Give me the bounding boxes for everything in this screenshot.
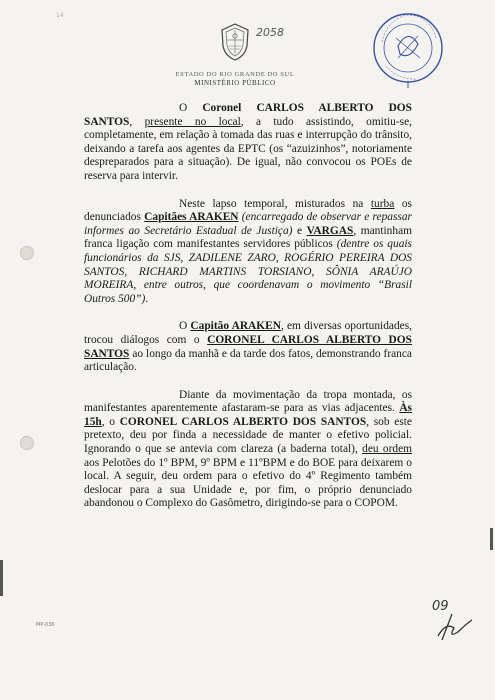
p3-captain: Capitão ARAKEN — [190, 320, 281, 333]
p2-captains: Capitães ARAKEN — [144, 211, 239, 224]
p4-text-2: , o — [101, 415, 120, 428]
binder-hole — [20, 436, 34, 450]
p3-text-3: ao longo da manhã e da tarde dos fatos, demonstrando franca articulação. — [84, 347, 412, 374]
handwritten-page-mark: 09 — [432, 599, 449, 614]
paragraph-4 — [84, 389, 412, 511]
document-body — [84, 102, 412, 525]
p2-text-5: . — [145, 292, 149, 305]
p2-text-3: e — [292, 224, 307, 237]
p2-text-4: , mantinham franca ligação com manifestantes servidores públicos — [84, 224, 412, 251]
p3-colonel: CORONEL CARLOS ALBERTO DOS SANTOS — [84, 333, 412, 360]
p1-text-2: , — [129, 115, 145, 128]
p2-text: Neste lapso temporal, misturados na — [179, 197, 371, 210]
court-stamp-icon — [368, 8, 448, 88]
p2-italic-2: (dentre os quais funcionários da SJS, ZADILENE ZARO, ROGÉRIO PEREIRA DOS SANTOS, RICHARD MARTINS TORSIANO, SÔNIA ARAÚJO MOREIRA, entre outros, que coordenavam o movimento “Brasil Outros 500”) — [84, 238, 412, 305]
letterhead — [150, 22, 320, 87]
state-crest-icon — [218, 22, 252, 62]
p4-underline: deu ordem — [362, 443, 412, 456]
p3-text: O — [179, 320, 191, 333]
p4-colonel: CORONEL CARLOS ALBERTO DOS SANTOS — [119, 415, 367, 428]
state-name: ESTADO DO RIO GRANDE DO SUL — [175, 71, 295, 78]
binder-hole — [20, 246, 34, 260]
p2-vargas: VARGAS — [306, 224, 354, 237]
paragraph-3 — [84, 320, 412, 374]
p4-time: Às 15h — [84, 402, 412, 428]
p4-text-4: aos Pelotões do 1º BPM, 9º BPM e 11ºBPM e do BOE para deixarem o local. A seguir, deu ordem para o efetivo do 4º Regimento também deslocar para a sua Unidade e, por fim, o próprio denunciado abandonou o Complexo do Gasômetro, dirigindo-se para o COPOM. — [84, 456, 412, 510]
handwritten-page-number: 2058 — [256, 26, 284, 39]
ministry-name: MINISTÉRIO PÚBLICO — [194, 79, 276, 87]
p4-text: Diante da movimentação da tropa montada, os manifestantes aparentemente afastaram-se para as vias adjacentes. — [84, 388, 412, 415]
p2-text-2: os denunciados — [84, 197, 412, 224]
paragraph-1 — [84, 102, 412, 184]
p1-text: O — [179, 102, 203, 114]
p1-rank: Coronel — [202, 102, 257, 114]
p2-italic: (encarregado de observar e repassar informes ao Secretário Estadual de Justiça) — [84, 211, 412, 237]
paragraph-2 — [84, 198, 412, 307]
p3-text-2: , em diversas oportunidades, trocou diálogos com o — [84, 320, 412, 346]
scan-edge — [0, 560, 3, 596]
signature-icon — [428, 592, 476, 644]
p4-text-3: , sob este pretexto, deu por finda a necessidade de manter o efetivo policial. Ignorando o que se antevia com clareza (a baderna total), — [84, 415, 412, 456]
p1-name: CARLOS ALBERTO DOS SANTOS — [84, 102, 412, 128]
top-mark: 14 — [56, 12, 64, 19]
scan-edge — [490, 528, 493, 550]
form-code: MP-036 — [36, 622, 55, 628]
p2-underline: turba — [370, 197, 395, 210]
p1-underline: presente no local — [144, 115, 241, 128]
p1-text-3: , a tudo assistindo, omitiu-se, completamente, em relação à tomada das ruas e interrupção do trânsito, deixando a tarefa aos agentes da EPTC (os “azuizinhos”, notoriamente despreparados para a situação). De igual, não convocou os POEs de reserva para intervir. — [84, 115, 412, 182]
